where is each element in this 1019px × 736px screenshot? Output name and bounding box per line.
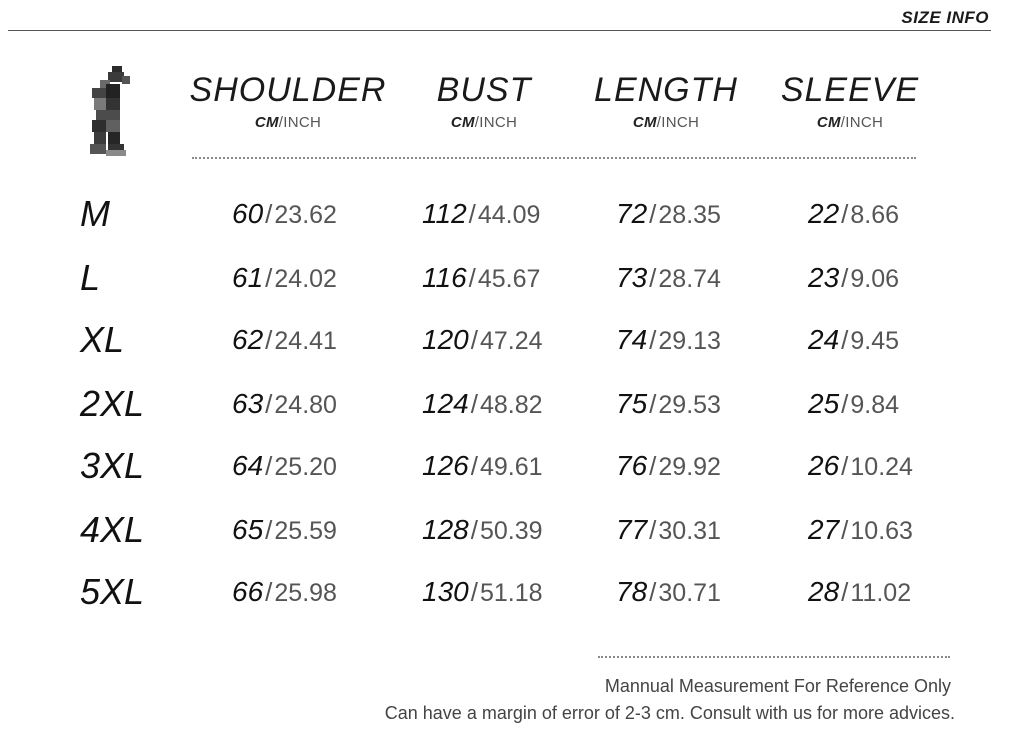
table-row: [0, 382, 1019, 438]
value-inch: 10.63: [850, 517, 913, 545]
value-inch: 9.06: [850, 265, 900, 293]
value-separator: /: [841, 515, 849, 545]
column-header-bust: [437, 70, 532, 131]
value-cm: 27: [808, 514, 840, 545]
measurement-cell: [808, 448, 913, 489]
value-separator: /: [265, 325, 273, 355]
footer-dotted-divider: [598, 656, 950, 658]
pixelated-person-icon: [86, 66, 134, 158]
measurement-cell: [232, 386, 337, 427]
value-inch: 48.82: [479, 391, 543, 419]
table-row: [0, 444, 1019, 500]
size-label: 2XL: [80, 383, 145, 424]
measurement-cell: [232, 512, 337, 553]
table-row: [0, 256, 1019, 312]
value-inch: 30.71: [658, 579, 721, 607]
size-label: 4XL: [80, 509, 145, 550]
value-cm: 60: [232, 198, 264, 229]
measurement-cell: [422, 386, 543, 427]
size-label: 5XL: [80, 571, 145, 612]
measurement-cell: [422, 322, 543, 363]
value-cm: 62: [232, 324, 264, 355]
value-cm: 126: [422, 450, 469, 481]
measurement-cell: [616, 386, 721, 427]
unit-separator: /: [840, 114, 846, 131]
column-title: SHOULDER: [189, 71, 387, 109]
value-inch: 44.09: [477, 201, 541, 229]
value-cm: 66: [232, 576, 264, 607]
column-header-sleeve: [781, 70, 919, 131]
measurement-cell: [616, 512, 721, 553]
measurement-cell: [422, 196, 540, 237]
value-inch: 24.41: [274, 327, 337, 355]
value-separator: /: [649, 577, 657, 607]
header-dotted-divider: [192, 157, 916, 159]
value-inch: 23.62: [274, 201, 337, 229]
value-separator: /: [649, 515, 657, 545]
column-title: SLEEVE: [780, 71, 920, 109]
value-separator: /: [265, 389, 273, 419]
unit-separator: /: [656, 114, 662, 131]
value-separator: /: [841, 325, 849, 355]
unit-cm: CM: [632, 114, 657, 131]
measurement-cell: [232, 196, 337, 237]
value-inch: 51.18: [479, 579, 543, 607]
value-cm: 24: [808, 324, 840, 355]
value-cm: 120: [422, 324, 469, 355]
measurement-cell: [232, 322, 337, 363]
value-cm: 25: [808, 388, 840, 419]
value-inch: 45.67: [477, 265, 541, 293]
column-header-shoulder: [190, 70, 387, 131]
column-unit: [190, 114, 387, 131]
value-separator: /: [649, 199, 657, 229]
column-header-length: [594, 70, 738, 131]
value-separator: /: [468, 263, 476, 293]
table-row: [0, 192, 1019, 248]
value-separator: /: [470, 451, 478, 481]
value-inch: 10.24: [850, 453, 913, 481]
value-cm: 130: [422, 576, 469, 607]
value-inch: 9.84: [850, 391, 900, 419]
value-separator: /: [468, 199, 476, 229]
column-title: LENGTH: [594, 71, 738, 109]
measurement-cell: [616, 448, 721, 489]
value-separator: /: [265, 199, 273, 229]
size-label: XL: [80, 319, 125, 360]
measurement-cell: [808, 386, 899, 427]
value-cm: 128: [422, 514, 469, 545]
value-cm: 72: [616, 198, 648, 229]
value-inch: 47.24: [479, 327, 543, 355]
value-cm: 116: [422, 262, 467, 293]
measurement-cell: [808, 260, 899, 301]
table-row: [0, 570, 1019, 626]
value-inch: 25.59: [274, 517, 337, 545]
measurement-cell: [232, 574, 337, 615]
unit-inch: INCH: [283, 114, 322, 131]
unit-inch: INCH: [845, 114, 884, 131]
value-cm: 26: [808, 450, 840, 481]
measurement-cell: [422, 574, 543, 615]
value-cm: 65: [232, 514, 264, 545]
measurement-cell: [616, 196, 721, 237]
value-inch: 30.31: [658, 517, 721, 545]
value-cm: 64: [232, 450, 264, 481]
value-separator: /: [470, 389, 478, 419]
value-separator: /: [841, 451, 849, 481]
header-title: SIZE INFO: [901, 8, 989, 27]
value-inch: 29.53: [658, 391, 721, 419]
value-separator: /: [841, 389, 849, 419]
value-inch: 24.02: [274, 265, 337, 293]
measurement-cell: [616, 574, 721, 615]
value-inch: 49.61: [479, 453, 543, 481]
measurement-cell: [422, 260, 540, 301]
measurement-cell: [422, 512, 543, 553]
size-label: L: [80, 257, 101, 298]
value-cm: 75: [616, 388, 648, 419]
measurement-cell: [616, 322, 721, 363]
table-row: [0, 318, 1019, 374]
size-label: M: [80, 193, 110, 234]
value-separator: /: [265, 577, 273, 607]
value-inch: 25.98: [274, 579, 337, 607]
value-cm: 73: [616, 262, 648, 293]
value-separator: /: [649, 263, 657, 293]
value-separator: /: [649, 451, 657, 481]
measurement-cell: [808, 574, 911, 615]
value-inch: 24.80: [274, 391, 337, 419]
value-separator: /: [265, 263, 273, 293]
unit-cm: CM: [816, 114, 841, 131]
unit-inch: INCH: [661, 114, 700, 131]
value-cm: 63: [232, 388, 264, 419]
table-row: [0, 508, 1019, 564]
column-unit: [594, 114, 738, 131]
value-inch: 50.39: [479, 517, 543, 545]
value-separator: /: [265, 451, 273, 481]
value-inch: 9.45: [850, 327, 900, 355]
value-inch: 28.74: [658, 265, 721, 293]
value-cm: 78: [616, 576, 648, 607]
value-separator: /: [841, 577, 849, 607]
measurement-cell: [808, 196, 899, 237]
unit-separator: /: [278, 114, 284, 131]
size-label: 3XL: [80, 445, 145, 486]
value-inch: 8.66: [850, 201, 900, 229]
column-unit: [781, 114, 919, 131]
unit-cm: CM: [450, 114, 475, 131]
measurement-cell: [422, 448, 543, 489]
measurement-cell: [232, 260, 337, 301]
unit-separator: /: [474, 114, 480, 131]
value-cm: 124: [422, 388, 469, 419]
header-divider: [8, 30, 991, 31]
value-inch: 29.13: [658, 327, 721, 355]
value-cm: 112: [422, 198, 467, 229]
value-inch: 25.20: [274, 453, 337, 481]
value-cm: 74: [616, 324, 648, 355]
unit-cm: CM: [254, 114, 279, 131]
column-title: BUST: [436, 71, 532, 109]
value-inch: 11.02: [850, 579, 912, 607]
value-inch: 28.35: [658, 201, 721, 229]
value-cm: 61: [232, 262, 264, 293]
value-separator: /: [841, 263, 849, 293]
column-unit: [437, 114, 532, 131]
measurement-cell: [808, 512, 913, 553]
value-cm: 77: [616, 514, 648, 545]
value-cm: 28: [808, 576, 840, 607]
value-cm: 22: [808, 198, 840, 229]
value-inch: 29.92: [658, 453, 721, 481]
value-separator: /: [649, 325, 657, 355]
value-separator: /: [841, 199, 849, 229]
footer-note-margin: Can have a margin of error of 2-3 cm. Consult with us for more advices.: [384, 703, 955, 723]
measurement-cell: [616, 260, 721, 301]
value-separator: /: [649, 389, 657, 419]
value-cm: 76: [616, 450, 648, 481]
value-separator: /: [470, 325, 478, 355]
footer-note-reference: Mannual Measurement For Reference Only: [604, 676, 951, 696]
value-cm: 23: [808, 262, 840, 293]
value-separator: /: [265, 515, 273, 545]
value-separator: /: [470, 515, 478, 545]
measurement-cell: [808, 322, 899, 363]
unit-inch: INCH: [479, 114, 518, 131]
measurement-cell: [232, 448, 337, 489]
value-separator: /: [470, 577, 478, 607]
